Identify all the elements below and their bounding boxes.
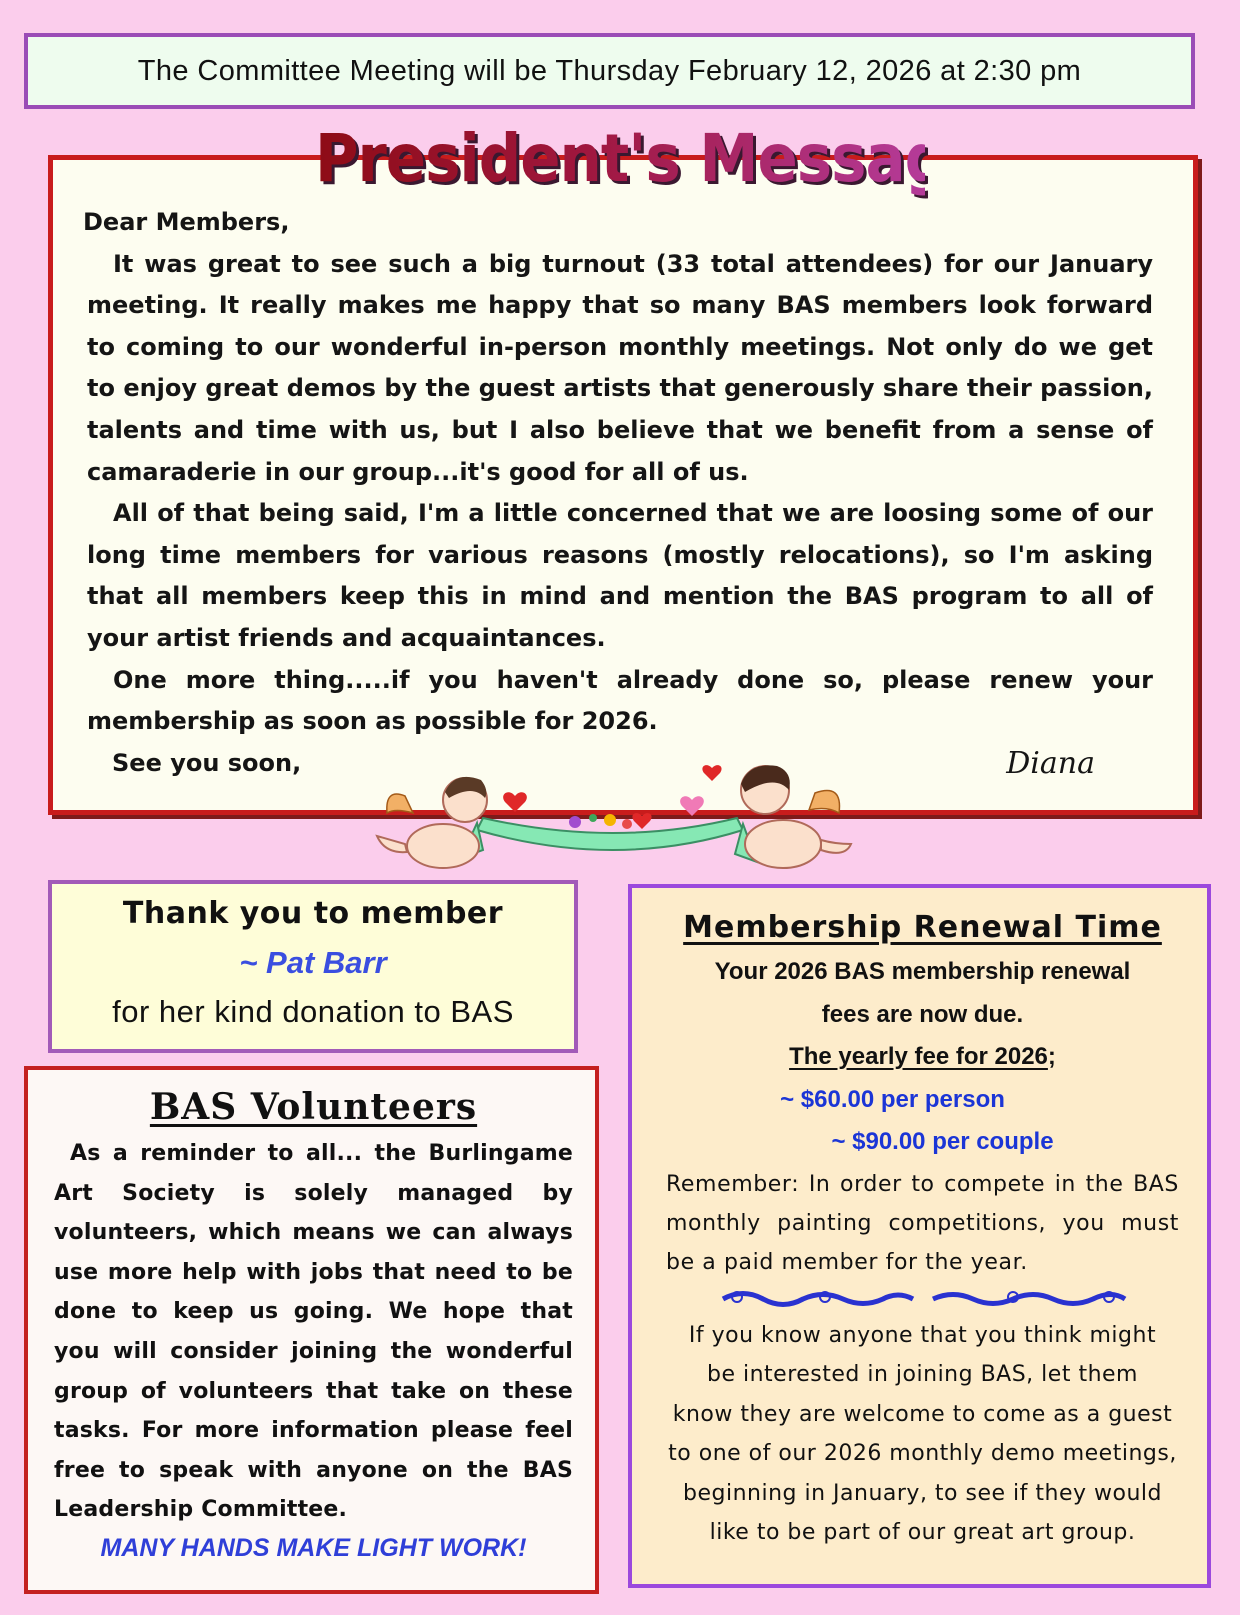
ornamental-divider xyxy=(713,1286,1133,1312)
membership-invite-line: like to be part of our great art group. xyxy=(709,1520,1136,1546)
thank-you-detail: for her kind donation to BAS xyxy=(112,994,514,1029)
left-cupid-leg xyxy=(377,836,407,852)
membership-line-2: fees are now due. xyxy=(821,1000,1024,1028)
right-cupid-leg xyxy=(821,840,851,853)
signature: Diana xyxy=(1006,745,1095,781)
left-cupid xyxy=(377,777,487,868)
heart-icon xyxy=(680,796,704,816)
heart-icon xyxy=(702,765,721,781)
presidents-message-box xyxy=(48,155,1198,815)
right-cupid-body xyxy=(745,820,821,868)
left-cupid-body xyxy=(407,824,479,868)
left-wing xyxy=(387,794,413,813)
flower-icon xyxy=(622,819,632,829)
membership-line-1: Your 2026 BAS membership renewal xyxy=(714,958,1131,985)
fee-per-couple: ~ $90.00 per couple xyxy=(831,1127,1054,1155)
heart-icon xyxy=(632,813,651,829)
volunteers-title: BAS Volunteers xyxy=(149,1086,478,1128)
membership-invite-line: If you know anyone that you think might xyxy=(688,1322,1157,1348)
salutation: Dear Members, xyxy=(83,208,290,236)
thank-you-heading: Thank you to member xyxy=(122,896,504,931)
membership-invite-line: be interested in joining BAS, let them xyxy=(707,1362,1138,1388)
message-paragraph-2: All of that being said, I'm a little concerned that we are loosing some of our long time members for various reasons (mostly relocations), so I'm asking that all members keep this in mind and mention the BAS program to all of your artist friends and acquaintances. xyxy=(87,499,1153,652)
membership-invite-line: beginning in January, to see if they would xyxy=(683,1480,1162,1506)
meeting-banner xyxy=(24,33,1195,109)
volunteers-box xyxy=(24,1066,599,1594)
flower-icon xyxy=(589,814,597,822)
message-paragraph-1: It was great to see such a big turnout (33 total attendees) for our January meeting. It really makes me happy that so many BAS members look forward to coming to our wonderful in-person monthly meetings. Not only do we get to enjoy great demos by the guest artists that generously share their passion, talents and time with us, but I also believe that we benefit from a sense of camaraderie in our group...it's good for all of us. xyxy=(87,249,1153,486)
fee-heading xyxy=(666,1036,1179,1079)
right-wing xyxy=(809,791,840,814)
membership-invite-line: know they are welcome to come as a guest xyxy=(672,1401,1173,1427)
fee-heading-text: The yearly fee for 2026 xyxy=(789,1043,1048,1070)
volunteers-motto: MANY HANDS MAKE LIGHT WORK! xyxy=(100,1533,527,1562)
membership-invite-line: to one of our 2026 monthly demo meetings, xyxy=(668,1441,1177,1467)
meeting-text: The Committee Meeting will be Thursday February 12, 2026 at 2:30 pm xyxy=(137,54,1082,87)
presidents-message-title: President's Message xyxy=(315,120,925,220)
fee-per-person: ~ $60.00 per person xyxy=(780,1085,1005,1113)
flower-icon xyxy=(604,814,616,826)
membership-reminder: Remember: In order to compete in the BAS monthly painting competitions, you must be a paid member for the year. xyxy=(666,1171,1179,1275)
divider-swirl-right xyxy=(933,1294,1125,1303)
right-cupid xyxy=(741,765,851,868)
volunteers-body: As a reminder to all... the Burlingame Art Society is solely managed by volunteers, which means we can always use more help with jobs that need to be done to keep us going. We hope that you will consider joining the wonderful group of volunteers that take on these tasks. For more information please feel free to speak with anyone on the BAS Leadership Committee. xyxy=(54,1141,573,1523)
membership-title: Membership Renewal Time xyxy=(683,910,1162,945)
message-paragraph-3: One more thing.....if you haven't already done so, please renew your membership as soon as possible for 2026. xyxy=(87,665,1153,736)
closing: See you soon, xyxy=(112,748,302,777)
donor-name: ~ Pat Barr xyxy=(239,945,387,980)
fee-heading-suffix: ; xyxy=(1047,1043,1056,1070)
flower-icon xyxy=(569,816,581,828)
heart-icon xyxy=(503,792,527,812)
thank-you-box xyxy=(48,880,578,1053)
membership-renewal-box xyxy=(628,884,1211,1588)
divider-swirl-left xyxy=(723,1293,913,1304)
